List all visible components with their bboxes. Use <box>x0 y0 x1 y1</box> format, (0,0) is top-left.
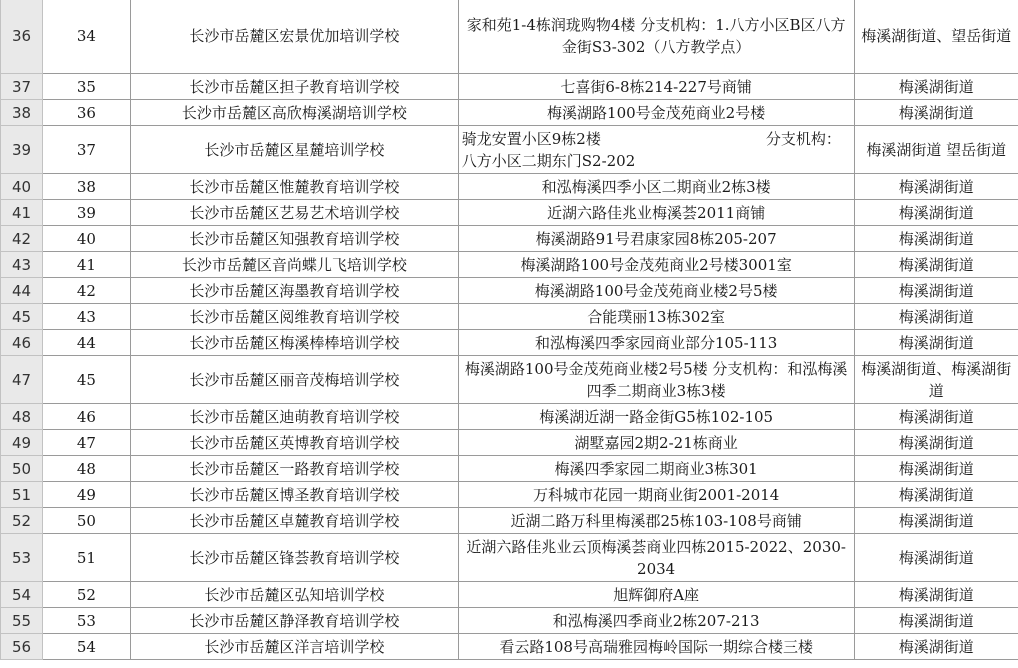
cell-street[interactable]: 梅溪湖街道、梅溪湖街道 <box>854 356 1018 404</box>
cell-address[interactable]: 湖墅嘉园2期2-21栋商业 <box>458 430 854 456</box>
cell-street[interactable]: 梅溪湖街道 <box>854 100 1018 126</box>
row-header[interactable]: 47 <box>1 356 43 404</box>
table-row <box>1 304 1018 330</box>
cell-street[interactable]: 梅溪湖街道 <box>854 508 1018 534</box>
table-row <box>1 0 1018 74</box>
row-header[interactable]: 56 <box>1 634 43 660</box>
cell-number[interactable]: 45 <box>42 356 130 404</box>
cell-number[interactable]: 37 <box>42 126 130 174</box>
cell-number[interactable]: 39 <box>42 200 130 226</box>
cell-school-name[interactable]: 长沙市岳麓区静泽教育培训学校 <box>130 608 458 634</box>
cell-school-name[interactable]: 长沙市岳麓区宏景优加培训学校 <box>130 0 458 74</box>
cell-street[interactable]: 梅溪湖街道 <box>854 74 1018 100</box>
table-row <box>1 608 1018 634</box>
cell-school-name[interactable]: 长沙市岳麓区惟麓教育培训学校 <box>130 174 458 200</box>
row-header[interactable]: 39 <box>1 126 43 174</box>
cell-address[interactable]: 和泓梅溪四季小区二期商业2栋3楼 <box>458 174 854 200</box>
row-header[interactable]: 52 <box>1 508 43 534</box>
cell-address[interactable]: 梅溪湖路100号金茂苑商业楼2号5楼 分支机构：和泓梅溪四季二期商业3栋3楼 <box>458 356 854 404</box>
cell-school-name[interactable]: 长沙市岳麓区弘知培训学校 <box>130 582 458 608</box>
cell-number[interactable]: 47 <box>42 430 130 456</box>
cell-street[interactable]: 梅溪湖街道 <box>854 456 1018 482</box>
cell-school-name[interactable]: 长沙市岳麓区一路教育培训学校 <box>130 456 458 482</box>
row-header[interactable]: 51 <box>1 482 43 508</box>
cell-address[interactable]: 梅溪湖近湖一路金街G5栋102-105 <box>458 404 854 430</box>
cell-address[interactable]: 梅溪四季家园二期商业3栋301 <box>458 456 854 482</box>
table-row <box>1 582 1018 608</box>
cell-address[interactable]: 骑龙安置小区9栋2楼 分支机构：八方小区二期东门S2-202 <box>458 126 854 174</box>
cell-school-name[interactable]: 长沙市岳麓区音尚蝶儿飞培训学校 <box>130 252 458 278</box>
cell-address[interactable]: 梅溪湖路100号金茂苑商业2号楼3001室 <box>458 252 854 278</box>
cell-number[interactable]: 51 <box>42 534 130 582</box>
cell-number[interactable]: 38 <box>42 174 130 200</box>
cell-number[interactable]: 36 <box>42 100 130 126</box>
cell-address[interactable]: 万科城市花园一期商业街2001-2014 <box>458 482 854 508</box>
table-row <box>1 456 1018 482</box>
cell-street[interactable]: 梅溪湖街道 <box>854 200 1018 226</box>
cell-number[interactable]: 44 <box>42 330 130 356</box>
cell-number[interactable]: 49 <box>42 482 130 508</box>
row-header[interactable]: 46 <box>1 330 43 356</box>
cell-school-name[interactable]: 长沙市岳麓区梅溪棒棒培训学校 <box>130 330 458 356</box>
table-row <box>1 126 1018 174</box>
spreadsheet-body <box>1 0 1018 660</box>
cell-street[interactable]: 梅溪湖街道 <box>854 226 1018 252</box>
cell-street[interactable]: 梅溪湖街道 <box>854 252 1018 278</box>
row-header[interactable]: 40 <box>1 174 43 200</box>
table-row <box>1 404 1018 430</box>
cell-street[interactable]: 梅溪湖街道 <box>854 608 1018 634</box>
cell-address[interactable]: 七喜街6-8栋214-227号商铺 <box>458 74 854 100</box>
cell-number[interactable]: 42 <box>42 278 130 304</box>
table-row <box>1 100 1018 126</box>
row-header[interactable]: 36 <box>1 0 43 74</box>
cell-address[interactable]: 和泓梅溪四季商业2栋207-213 <box>458 608 854 634</box>
row-header[interactable]: 44 <box>1 278 43 304</box>
table-row <box>1 252 1018 278</box>
table-row <box>1 356 1018 404</box>
cell-address[interactable]: 近湖二路万科里梅溪郡25栋103-108号商铺 <box>458 508 854 534</box>
cell-number[interactable]: 48 <box>42 456 130 482</box>
row-header[interactable]: 43 <box>1 252 43 278</box>
cell-street[interactable]: 梅溪湖街道 <box>854 404 1018 430</box>
cell-address[interactable]: 家和苑1-4栋润珑购物4楼 分支机构：1.八方小区B区八方金街S3-302（八方教学点） <box>458 0 854 74</box>
cell-school-name[interactable]: 长沙市岳麓区知强教育培训学校 <box>130 226 458 252</box>
cell-street[interactable]: 梅溪湖街道 <box>854 330 1018 356</box>
cell-school-name[interactable]: 长沙市岳麓区迪萌教育培训学校 <box>130 404 458 430</box>
row-header[interactable]: 54 <box>1 582 43 608</box>
cell-school-name[interactable]: 长沙市岳麓区卓麓教育培训学校 <box>130 508 458 534</box>
cell-school-name[interactable]: 长沙市岳麓区高欣梅溪湖培训学校 <box>130 100 458 126</box>
row-header[interactable]: 45 <box>1 304 43 330</box>
cell-street[interactable]: 梅溪湖街道 <box>854 634 1018 660</box>
table-row <box>1 508 1018 534</box>
cell-address[interactable]: 近湖六路佳兆业云顶梅溪荟商业四栋2015-2022、2030-2034 <box>458 534 854 582</box>
row-header[interactable]: 55 <box>1 608 43 634</box>
cell-number[interactable]: 50 <box>42 508 130 534</box>
cell-address[interactable]: 和泓梅溪四季家园商业部分105-113 <box>458 330 854 356</box>
cell-street[interactable]: 梅溪湖街道 <box>854 174 1018 200</box>
table-row <box>1 330 1018 356</box>
cell-school-name[interactable]: 长沙市岳麓区艺易艺术培训学校 <box>130 200 458 226</box>
cell-school-name[interactable]: 长沙市岳麓区星麓培训学校 <box>130 126 458 174</box>
cell-address[interactable]: 梅溪湖路91号君康家园8栋205-207 <box>458 226 854 252</box>
cell-number[interactable]: 53 <box>42 608 130 634</box>
table-row <box>1 278 1018 304</box>
cell-school-name[interactable]: 长沙市岳麓区博圣教育培训学校 <box>130 482 458 508</box>
cell-address[interactable]: 梅溪湖路100号金茂苑商业楼2号5楼 <box>458 278 854 304</box>
cell-school-name[interactable]: 长沙市岳麓区阅维教育培训学校 <box>130 304 458 330</box>
cell-number[interactable]: 46 <box>42 404 130 430</box>
table-row <box>1 430 1018 456</box>
table-row <box>1 174 1018 200</box>
cell-number[interactable]: 34 <box>42 0 130 74</box>
table-row <box>1 534 1018 582</box>
cell-school-name[interactable]: 长沙市岳麓区丽音茂梅培训学校 <box>130 356 458 404</box>
cell-school-name[interactable]: 长沙市岳麓区洋言培训学校 <box>130 634 458 660</box>
cell-address[interactable]: 合能璞丽13栋302室 <box>458 304 854 330</box>
cell-number[interactable]: 52 <box>42 582 130 608</box>
cell-street[interactable]: 梅溪湖街道、望岳街道 <box>854 0 1018 74</box>
table-row <box>1 200 1018 226</box>
table-row <box>1 482 1018 508</box>
cell-school-name[interactable]: 长沙市岳麓区担子教育培训学校 <box>130 74 458 100</box>
cell-school-name[interactable]: 长沙市岳麓区海墨教育培训学校 <box>130 278 458 304</box>
cell-number[interactable]: 54 <box>42 634 130 660</box>
row-header[interactable]: 37 <box>1 74 43 100</box>
row-header[interactable]: 50 <box>1 456 43 482</box>
cell-address[interactable]: 看云路108号高瑞雅园梅岭国际一期综合楼三楼 <box>458 634 854 660</box>
cell-street[interactable]: 梅溪湖街道 <box>854 304 1018 330</box>
row-header[interactable]: 48 <box>1 404 43 430</box>
cell-street[interactable]: 梅溪湖街道 望岳街道 <box>854 126 1018 174</box>
row-header[interactable]: 38 <box>1 100 43 126</box>
cell-school-name[interactable]: 长沙市岳麓区锋荟教育培训学校 <box>130 534 458 582</box>
cell-number[interactable]: 43 <box>42 304 130 330</box>
table-row <box>1 226 1018 252</box>
table-row <box>1 74 1018 100</box>
cell-street[interactable]: 梅溪湖街道 <box>854 430 1018 456</box>
cell-street[interactable]: 梅溪湖街道 <box>854 582 1018 608</box>
cell-street[interactable]: 梅溪湖街道 <box>854 482 1018 508</box>
cell-number[interactable]: 41 <box>42 252 130 278</box>
cell-number[interactable]: 40 <box>42 226 130 252</box>
cell-address[interactable]: 旭辉御府A座 <box>458 582 854 608</box>
cell-street[interactable]: 梅溪湖街道 <box>854 278 1018 304</box>
cell-address[interactable]: 近湖六路佳兆业梅溪荟2011商铺 <box>458 200 854 226</box>
table-row <box>1 634 1018 660</box>
cell-school-name[interactable]: 长沙市岳麓区英博教育培训学校 <box>130 430 458 456</box>
cell-address[interactable]: 梅溪湖路100号金茂苑商业2号楼 <box>458 100 854 126</box>
cell-street[interactable]: 梅溪湖街道 <box>854 534 1018 582</box>
row-header[interactable]: 41 <box>1 200 43 226</box>
row-header[interactable]: 53 <box>1 534 43 582</box>
row-header[interactable]: 49 <box>1 430 43 456</box>
row-header[interactable]: 42 <box>1 226 43 252</box>
cell-number[interactable]: 35 <box>42 74 130 100</box>
